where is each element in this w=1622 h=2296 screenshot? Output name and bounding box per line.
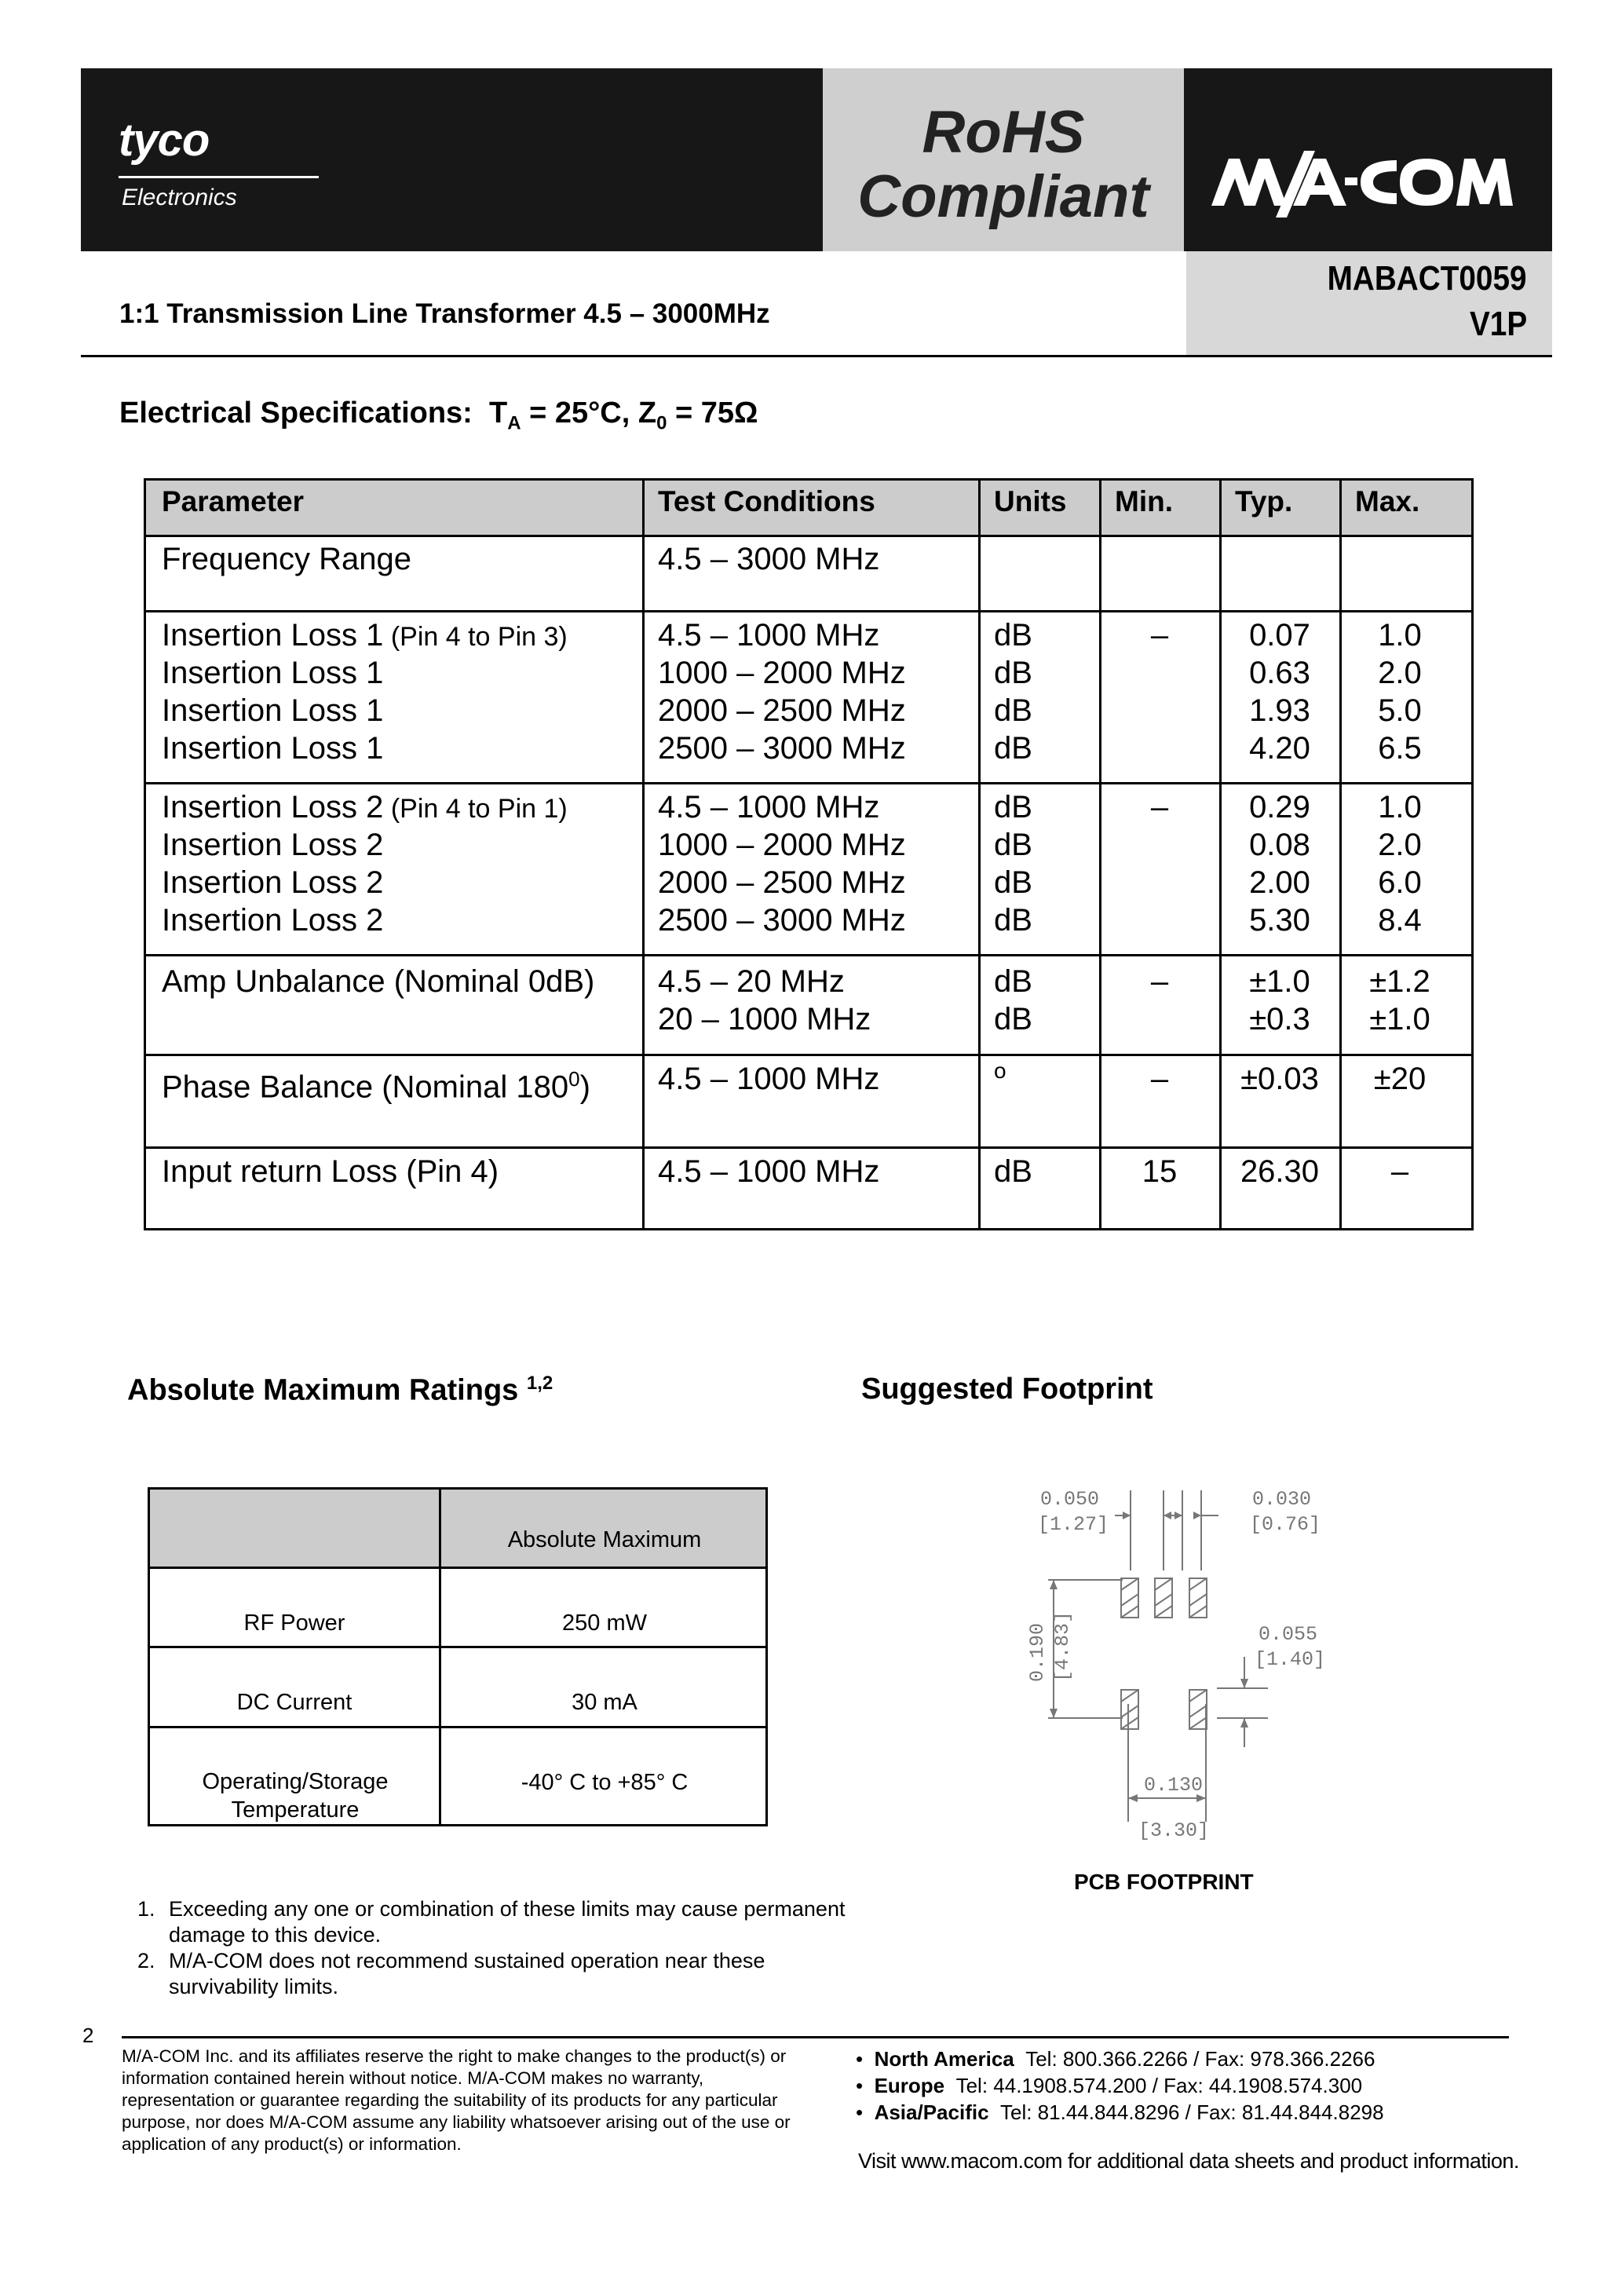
spec-cond: 4.5 – 20 MHz xyxy=(658,964,845,999)
absolute-max-table xyxy=(148,1487,768,1826)
ta-subscript: A xyxy=(507,412,521,434)
spec-param-name: Insertion Loss 1 xyxy=(162,693,384,728)
part-number: MABACT0059 xyxy=(1328,259,1527,298)
spec-param xyxy=(162,826,383,864)
spec-cond: 4.5 – 1000 MHz xyxy=(658,618,880,653)
contact-info: Tel: 800.366.2266 / Fax: 978.366.2266 xyxy=(1025,2047,1375,2071)
spec-max: 5.0 xyxy=(1378,693,1422,728)
absolute-max-col-header: Absolute Maximum xyxy=(507,1527,702,1552)
spec-units: dB xyxy=(994,828,1032,862)
abs-param-rf-power: RF Power xyxy=(243,1610,345,1636)
abs-param-temperature: Operating/Storage Temperature xyxy=(202,1769,389,1823)
spec-param xyxy=(162,540,411,578)
part-number-block xyxy=(1186,251,1552,355)
spec-typ: 5.30 xyxy=(1249,903,1310,938)
footer-disclaimer: M/A-COM Inc. and its affiliates reserve the right to make changes to the product(s) or information contained herein without notice. M/A-COM makes no warranty, representation or guarantee regarding the suitability of its products for any particular purpose, nor does M/A-COM assume any liability whatsoever arising out of the use or application of any product(s) or information. xyxy=(122,2046,791,2154)
dim-d5-mm: [3.30] xyxy=(1138,1819,1210,1842)
spec-max: 2.0 xyxy=(1378,828,1422,862)
spec-param xyxy=(162,1153,499,1190)
spec-param-name: Phase Balance xyxy=(162,1069,374,1105)
tyco-logo: tyco xyxy=(119,115,210,166)
spec-typ: 4.20 xyxy=(1249,731,1310,766)
spec-cond: 1000 – 2000 MHz xyxy=(658,828,906,862)
z-subscript: 0 xyxy=(656,412,667,434)
row-divider xyxy=(146,954,1471,956)
col-divider xyxy=(1339,481,1342,1228)
spec-param-name: Insertion Loss 2 xyxy=(162,865,384,900)
spec-max: – xyxy=(1390,1154,1409,1189)
dim-d2-inch: 0.030 xyxy=(1252,1488,1312,1511)
spec-max: 6.0 xyxy=(1378,865,1422,900)
spec-max: 1.0 xyxy=(1378,618,1422,653)
spec-units: dB xyxy=(994,618,1032,653)
abs-param-dc-current: DC Current xyxy=(236,1690,353,1715)
spec-param xyxy=(162,864,383,901)
macom-logo-block xyxy=(1184,68,1552,251)
spec-cond: 2000 – 2500 MHz xyxy=(658,865,906,900)
electrical-heading-prefix: Electrical Specifications: xyxy=(119,397,473,430)
col-header-parameter: Parameter xyxy=(162,485,305,517)
spec-param-name: Insertion Loss 2 xyxy=(162,790,384,824)
electrical-spec-table xyxy=(144,478,1474,1230)
footprint-heading: Suggested Footprint xyxy=(861,1373,1153,1406)
spec-min: – xyxy=(1150,790,1169,824)
spec-units: o xyxy=(994,1058,1006,1083)
spec-typ: 2.00 xyxy=(1249,865,1310,900)
note-text: Exceeding any one or combination of these limits may cause permanent damage to this device. xyxy=(169,1897,846,1947)
dim-d3-mm: [1.40] xyxy=(1255,1648,1326,1671)
spec-param-name: Input return Loss (Pin 4) xyxy=(162,1154,499,1189)
spec-units: dB xyxy=(994,1002,1032,1036)
spec-max: ±1.2 xyxy=(1369,964,1430,999)
footer-visit-link[interactable]: Visit www.macom.com for additional data sheets and product information. xyxy=(858,2149,1519,2173)
absolute-max-heading xyxy=(127,1373,553,1408)
spec-typ: ±0.3 xyxy=(1249,1002,1310,1036)
col-divider xyxy=(978,481,981,1228)
spec-param xyxy=(162,692,383,729)
ta-value: = 25°C, Z xyxy=(521,397,657,430)
col-divider xyxy=(642,481,645,1228)
spec-param-note-sup: 0 xyxy=(568,1067,580,1091)
spec-param-note: (Pin 4 to Pin 1) xyxy=(383,794,568,824)
spec-cond: 4.5 – 1000 MHz xyxy=(658,790,880,824)
spec-min: 15 xyxy=(1142,1154,1178,1189)
header-banner xyxy=(81,68,1552,251)
spec-cond: 2000 – 2500 MHz xyxy=(658,693,906,728)
spec-param-note-end: ) xyxy=(579,1069,590,1105)
contact-asia-pacific: • Asia/Pacific Tel: 81.44.844.8296 / Fax: 81.44.844.8298 xyxy=(856,2100,1384,2124)
col-divider xyxy=(1219,481,1222,1228)
part-version: V1P xyxy=(1469,305,1527,343)
spec-units: dB xyxy=(994,731,1032,766)
spec-param-name: Insertion Loss 2 xyxy=(162,828,384,862)
dim-d1-inch: 0.050 xyxy=(1040,1488,1100,1511)
col-header-test-conditions: Test Conditions xyxy=(658,485,875,517)
spec-min: – xyxy=(1150,1062,1169,1096)
spec-units: dB xyxy=(994,790,1032,824)
spec-max: ±20 xyxy=(1373,1062,1427,1096)
macom-logo xyxy=(1211,143,1525,221)
spec-param xyxy=(162,1060,590,1106)
page-number: 2 xyxy=(82,2024,94,2047)
absolute-max-heading-text: Absolute Maximum Ratings xyxy=(127,1373,519,1407)
spec-cond: 2500 – 3000 MHz xyxy=(658,731,906,766)
row-divider xyxy=(146,610,1471,612)
title-divider xyxy=(81,355,1552,357)
spec-typ: 26.30 xyxy=(1240,1154,1320,1189)
spec-typ: 1.93 xyxy=(1249,693,1310,728)
spec-param-name: Insertion Loss 1 xyxy=(162,731,384,766)
contact-region: Asia/Pacific xyxy=(874,2100,989,2124)
row-divider xyxy=(146,1146,1471,1149)
spec-param xyxy=(162,729,383,767)
note-number: 1. xyxy=(137,1897,155,1921)
dim-d4-mm: [4.83] xyxy=(1051,1610,1074,1682)
spec-max: 6.5 xyxy=(1378,731,1422,766)
rohs-line-2: Compliant xyxy=(857,163,1149,230)
contact-region: Europe xyxy=(874,2074,945,2097)
footer-divider xyxy=(122,2036,1509,2038)
spec-min: – xyxy=(1150,964,1169,999)
pcb-footprint-drawing xyxy=(1005,1476,1366,1861)
note-number: 2. xyxy=(137,1949,155,1972)
spec-units: dB xyxy=(994,865,1032,900)
spec-typ: ±1.0 xyxy=(1249,964,1310,999)
electrical-spec-heading xyxy=(119,397,758,435)
contact-info: Tel: 44.1908.574.200 / Fax: 44.1908.574.300 xyxy=(955,2074,1363,2097)
spec-param-name: Insertion Loss 2 xyxy=(162,903,384,938)
z-value: = 75Ω xyxy=(667,397,758,430)
contact-north-america: • North America Tel: 800.366.2266 / Fax: 978.366.2266 xyxy=(856,2047,1375,2071)
note-text: M/A-COM does not recommend sustained operation near these survivability limits. xyxy=(169,1949,765,1998)
spec-min: – xyxy=(1150,618,1169,653)
spec-typ: 0.07 xyxy=(1249,618,1310,653)
dim-d4-inch: 0.190 xyxy=(1026,1622,1049,1682)
row-divider xyxy=(150,1646,765,1648)
spec-cond: 2500 – 3000 MHz xyxy=(658,903,906,938)
spec-typ: ±0.03 xyxy=(1240,1062,1319,1096)
row-divider xyxy=(150,1726,765,1728)
dim-d5-inch: 0.130 xyxy=(1144,1774,1204,1797)
spec-max: 2.0 xyxy=(1378,656,1422,690)
col-header-units: Units xyxy=(994,485,1067,517)
abs-value-temperature: -40° C to +85° C xyxy=(521,1770,689,1795)
contact-info: Tel: 81.44.844.8296 / Fax: 81.44.844.8298 xyxy=(1000,2100,1384,2124)
footer-contacts xyxy=(856,2046,1384,2126)
spec-cond: 4.5 – 3000 MHz xyxy=(658,542,880,576)
rohs-line-1: RoHS xyxy=(922,99,1085,166)
spec-cond: 1000 – 2000 MHz xyxy=(658,656,906,690)
spec-param-note: (Pin 4 to Pin 3) xyxy=(383,622,568,652)
spec-param-name: Frequency Range xyxy=(162,542,411,576)
document-title: 1:1 Transmission Line Transformer 4.5 – 3000MHz xyxy=(119,298,770,329)
spec-param xyxy=(162,616,568,656)
dim-d3-inch: 0.055 xyxy=(1259,1623,1318,1646)
row-divider xyxy=(146,782,1471,784)
row-divider xyxy=(146,535,1471,537)
ta-symbol: T xyxy=(488,397,508,430)
rohs-badge xyxy=(823,68,1184,251)
spec-units: dB xyxy=(994,656,1032,690)
spec-param-name: Amp Unbalance (Nominal 0dB) xyxy=(162,964,595,999)
tyco-logo-block xyxy=(81,68,823,251)
col-header-max: Max. xyxy=(1355,485,1420,517)
dim-d1-mm: [1.27] xyxy=(1038,1513,1109,1536)
spec-param xyxy=(162,654,383,692)
absolute-max-heading-footnote: 1,2 xyxy=(526,1373,553,1394)
spec-max: 8.4 xyxy=(1378,903,1422,938)
spec-typ: 0.63 xyxy=(1249,656,1310,690)
spec-units: dB xyxy=(994,1154,1032,1189)
pcb-footprint-caption: PCB FOOTPRINT xyxy=(1074,1870,1254,1894)
col-header-min: Min. xyxy=(1115,485,1173,517)
spec-param-note: (Nominal 180 xyxy=(373,1069,569,1105)
spec-param xyxy=(162,963,594,1000)
dim-d2-mm: [0.76] xyxy=(1250,1513,1321,1536)
spec-param-name: Insertion Loss 1 xyxy=(162,618,384,653)
abs-value-dc-current: 30 mA xyxy=(572,1690,637,1715)
tyco-logo-rule xyxy=(119,176,319,178)
spec-units: dB xyxy=(994,693,1032,728)
tyco-logo-subtitle: Electronics xyxy=(122,185,237,210)
spec-typ: 0.29 xyxy=(1249,790,1310,824)
spec-max: ±1.0 xyxy=(1369,1002,1430,1036)
row-divider xyxy=(150,1567,765,1569)
spec-units: dB xyxy=(994,964,1032,999)
spec-cond: 4.5 – 1000 MHz xyxy=(658,1154,880,1189)
abs-value-rf-power: 250 mW xyxy=(562,1610,647,1636)
col-header-typ: Typ. xyxy=(1235,485,1293,517)
spec-param-name: Insertion Loss 1 xyxy=(162,656,384,690)
col-divider xyxy=(1099,481,1101,1228)
spec-param xyxy=(162,901,383,939)
row-divider xyxy=(146,1054,1471,1056)
contact-region: North America xyxy=(874,2047,1014,2071)
spec-typ: 0.08 xyxy=(1249,828,1310,862)
spec-cond: 4.5 – 1000 MHz xyxy=(658,1062,880,1096)
spec-max: 1.0 xyxy=(1378,790,1422,824)
contact-europe: • Europe Tel: 44.1908.574.200 / Fax: 44.1908.574.300 xyxy=(856,2074,1363,2097)
spec-cond: 20 – 1000 MHz xyxy=(658,1002,871,1036)
spec-units: dB xyxy=(994,903,1032,938)
spec-param xyxy=(162,788,568,828)
